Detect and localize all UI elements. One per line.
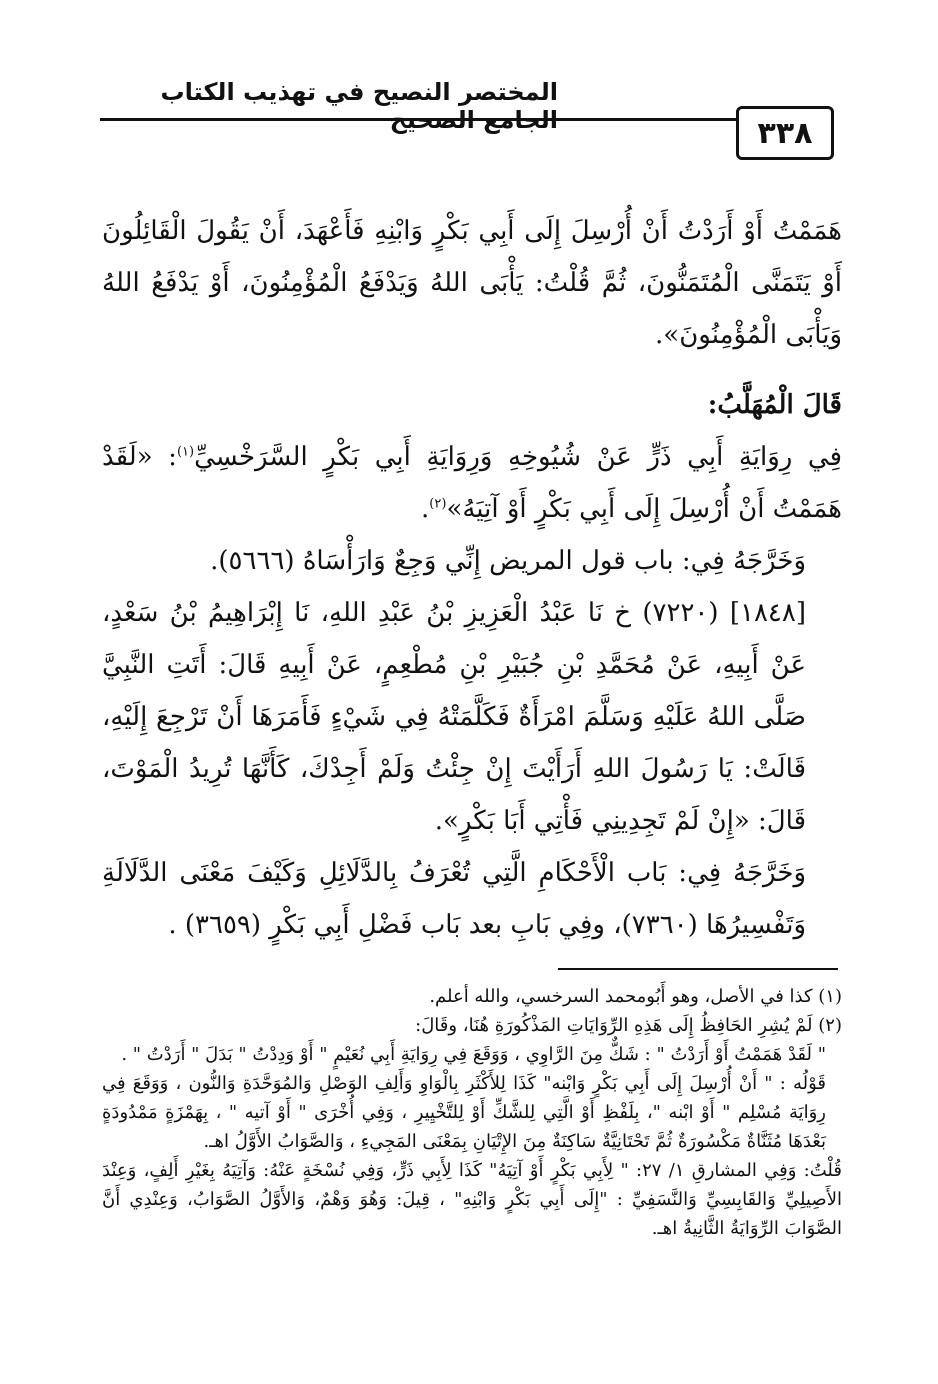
footnote-2-intro: (٢) لَمْ يُشِرِ الحَافِظُ إِلَى هَذِهِ الرِّوَايَاتِ المَذْكُورَةِ هُنَا، وقَالَ: (415, 1015, 842, 1036)
footnote-separator (558, 968, 838, 970)
paragraph-riwaya (102, 431, 842, 535)
paragraph-continuation: هَمَمْتُ أَوْ أَرَدْتُ أَنْ أُرْسِلَ إِلَى أَبِي بَكْرٍ وَابْنِهِ فَأَعْهَدَ، أَنْ يَقُولَ الْقَائِلُونَ أَوْ يَتَمَنَّى الْمُتَمَنُّونَ، ثُمَّ قُلْتُ: يَأْبَى اللهُ وَيَدْفَعُ الْمُؤْمِنُونَ، أَوْ يَدْفَعُ اللهُ وَيَأْبَى الْمُؤْمِنُونَ». (102, 216, 842, 350)
paragraph-takhrij-1: وَخَرَّجَهُ فِي: باب قول المريض إِنِّي وَجِعٌ وَارَأْسَاهُ (٥٦٦٦). (210, 546, 806, 576)
running-header-title: المختصر النصيح في تهذيب الكتاب الجامع الصحيح (160, 78, 558, 134)
header-rule (100, 118, 740, 121)
footnote-ref-2: (٢) (429, 496, 447, 512)
footnote-1: (١) كذا في الأصل، وهو أَبُومحمد السرخسي، والله أعلم. (429, 986, 842, 1007)
footnote-ref-1: (١) (176, 444, 195, 460)
paragraph-riwaya-part-b: : «لَقَدْ هَمَمْتُ أَنْ أُرْسِلَ إِلَى أَبِي بَكْرٍ أَوْ آتِيَهُ» (102, 442, 842, 524)
paragraph-riwaya-part-a: فِي رِوَايَةِ أَبِي ذَرٍّ عَنْ شُيُوخِهِ وَرِوَايَةِ أَبِي بَكْرٍ السَّرَخْسِيِّ (194, 442, 842, 472)
section-heading: قَالَ الْمُهَلَّبُ: (707, 390, 842, 420)
page-number: ٣٣٨ (736, 106, 834, 160)
paragraph-hadith-1848: [١٨٤٨] (٧٢٢٠) خ نَا عَبْدُ الْعَزِيزِ بْنُ عَبْدِ اللهِ، نَا إِبْرَاهِيمُ بْنُ سَعْدٍ، عَنْ أَبِيهِ، عَنْ مُحَمَّدِ بْنِ جُبَيْرِ بْنِ مُطْعِمٍ، عَنْ أَبِيهِ قَالَ: أَتَتِ النَّبِيَّ صَلَّى اللهُ عَلَيْهِ وَسَلَّمَ امْرَأَةٌ فَكَلَّمَتْهُ فِي شَيْءٍ فَأَمَرَهَا أَنْ تَرْجِعَ إِلَيْهِ، قَالَتْ: يَا رَسُولَ اللهِ أَرَأَيْتَ إِنْ جِئْتُ وَلَمْ أَجِدْكَ، كَأَنَّهَا تُرِيدُ الْمَوْتَ، قَالَ: «إِنْ لَمْ تَجِدِينِي فَأْتِي أَبَا بَكْرٍ». (102, 598, 806, 836)
footnote-2-note: قُلْتُ: وَفِي المشارقِ ١/ ٢٧: " لِأَبِي بَكْرٍ أَوْ آتِيَهُ" كَذَا لِأَبِي ذَرٍّ، وَفِي نُسْخَةٍ عَنْهُ: وَآتِيَهُ بِغَيْرِ أَلِفٍ، وَعِنْدَ الأَصِيلِيِّ وَالقَابِسِيِّ وَالنَّسَفِيِّ : "إِلَى أَبِي بَكْرٍ وَابْنِهِ" ، قِيلَ: وَهُوَ وَهْمٌ، وَالأَوَّلُ الصَّوَابُ، وَعِنْدِي أَنَّ الصَّوَابَ الرِّوَايَةُ الثَّانِيةُ اهـ. (102, 1160, 842, 1239)
main-text (102, 205, 842, 951)
footnote-2-quote-1: " لَقَدْ هَمَمْتُ أَوْ أَرَدْتُ " : شَكٌّ مِنَ الرَّاوِي ، وَوَقَعَ فِي رِوَايَةِ أَبِي نُعَيْمٍ " أَوْ وَدِدْتُ " بَدَلَ " أَرَدْتُ " . (121, 1044, 826, 1065)
paragraph-takhrij-2: وَخَرَّجَهُ فِي: بَاب الْأَحْكَامِ الَّتِي تُعْرَفُ بِالدَّلَائِلِ وَكَيْفَ مَعْنَى الدَّلَالَةِ وَتَفْسِيرُهَا (٧٣٦٠)، وفِي بَابِ بعد بَاب فَضْلِ أَبِي بَكْرٍ (٣٦٥٩) . (102, 858, 806, 940)
footnotes (102, 982, 842, 1243)
footnote-2-quote-2: قَوْلُه : " أَنْ أُرْسِلَ إِلَى أَبِي بَكْرٍ وَابْنه" كَذَا لِلأَكْثَرِ بِالْوَاوِ وَأَلِفِ الوَصْلِ وَالمُوَحَّدَةِ وَالنُّون ، وَوَقَعَ فِي رِوَايَة مُسْلِم " أَوْ ابْنه "، بِلَفْظِ أَوْ الَّتِي لِلشَّكِّ أَوْ لِلتَّخْيِيرِ ، وَفِي أُخْرَى " أَوْ آتيه " ، بِهَمْزَةٍ مَمْدُودَةٍ بَعْدَهَا مُثَنَّاةٌ مَكْسُورَةٌ ثُمَّ تَحْتَانِيَّةٌ سَاكِنَةٌ مِنَ الإِتْيَانِ بِمَعْنَى المَجِيءِ ، وَالصَّوَابُ الأَوَّلُ اهـ. (102, 1073, 826, 1152)
paragraph-riwaya-part-c: . (421, 494, 430, 524)
